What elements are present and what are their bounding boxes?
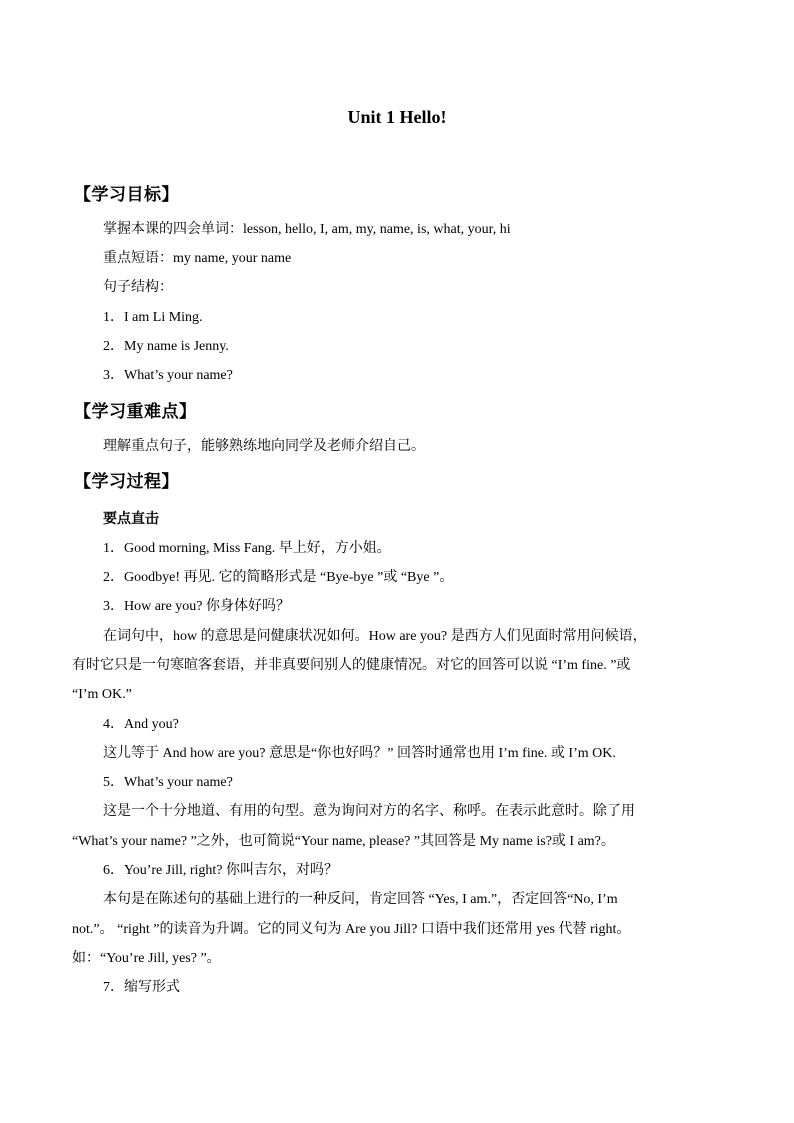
body-line: 本句是在陈述句的基础上进行的一种反问，肯定回答 “Yes, I am.”，否定回答“No, I’m bbox=[103, 892, 618, 907]
body-line: 有时它只是一句寒暄客套语，并非真要问别人的健康情况。对它的回答可以说 “I’m fine. ”或 bbox=[72, 658, 631, 673]
body-line: 理解重点句子，能够熟练地向同学及老师介绍自己。 bbox=[103, 439, 425, 454]
section-heading-process: 【学习过程】 bbox=[74, 472, 179, 491]
body-line: not.”。 “right ”的读音为升调。它的同义句为 Are you Jill? 口语中我们还常用 yes 代替 right。 bbox=[72, 922, 631, 937]
body-line: 2．My name is Jenny. bbox=[103, 339, 229, 354]
body-line: 如：“You’re Jill, yes? ”。 bbox=[72, 951, 221, 966]
body-line: 3．What’s your name? bbox=[103, 368, 233, 383]
body-line: 在词句中，how 的意思是问健康状况如何。How are you? 是西方人们见面时常用问候语， bbox=[103, 629, 647, 644]
section-heading-key-points: 【学习重难点】 bbox=[74, 402, 197, 421]
body-line: 这是一个十分地道、有用的句型。意为询问对方的名字、称呼。在表示此意时。除了用 bbox=[103, 804, 635, 819]
body-line: 3．How are you? 你身体好吗？ bbox=[103, 599, 291, 614]
body-line: “I’m OK.” bbox=[72, 687, 132, 702]
body-line: 句子结构： bbox=[103, 280, 173, 295]
sub-heading: 要点直击 bbox=[103, 512, 159, 527]
body-line: 7．缩写形式 bbox=[103, 980, 180, 995]
page-title: Unit 1 Hello! bbox=[347, 107, 447, 127]
body-line: 4．And you? bbox=[103, 717, 179, 732]
body-line: 1．Good morning, Miss Fang. 早上好，方小姐。 bbox=[103, 541, 391, 556]
body-line: 重点短语：my name, your name bbox=[103, 251, 292, 266]
section-heading-goals: 【学习目标】 bbox=[74, 185, 179, 204]
body-line: “What’s your name? ”之外，也可简说“Your name, please? ”其回答是 My name is?或 I am?。 bbox=[72, 834, 615, 849]
body-line: 5．What’s your name? bbox=[103, 775, 233, 790]
body-line: 1．I am Li Ming. bbox=[103, 310, 203, 325]
body-line: 这儿等于 And how are you? 意思是“你也好吗？” 回答时通常也用 I’m fine. 或 I’m OK. bbox=[103, 746, 616, 761]
body-line: 6．You’re Jill, right? 你叫吉尔，对吗？ bbox=[103, 863, 339, 878]
body-line: 掌握本课的四会单词：lesson, hello, I, am, my, name, is, what, your, hi bbox=[103, 222, 511, 237]
body-line: 2．Goodbye! 再见. 它的简略形式是 “Bye-bye ”或 “Bye ”。 bbox=[103, 570, 454, 585]
